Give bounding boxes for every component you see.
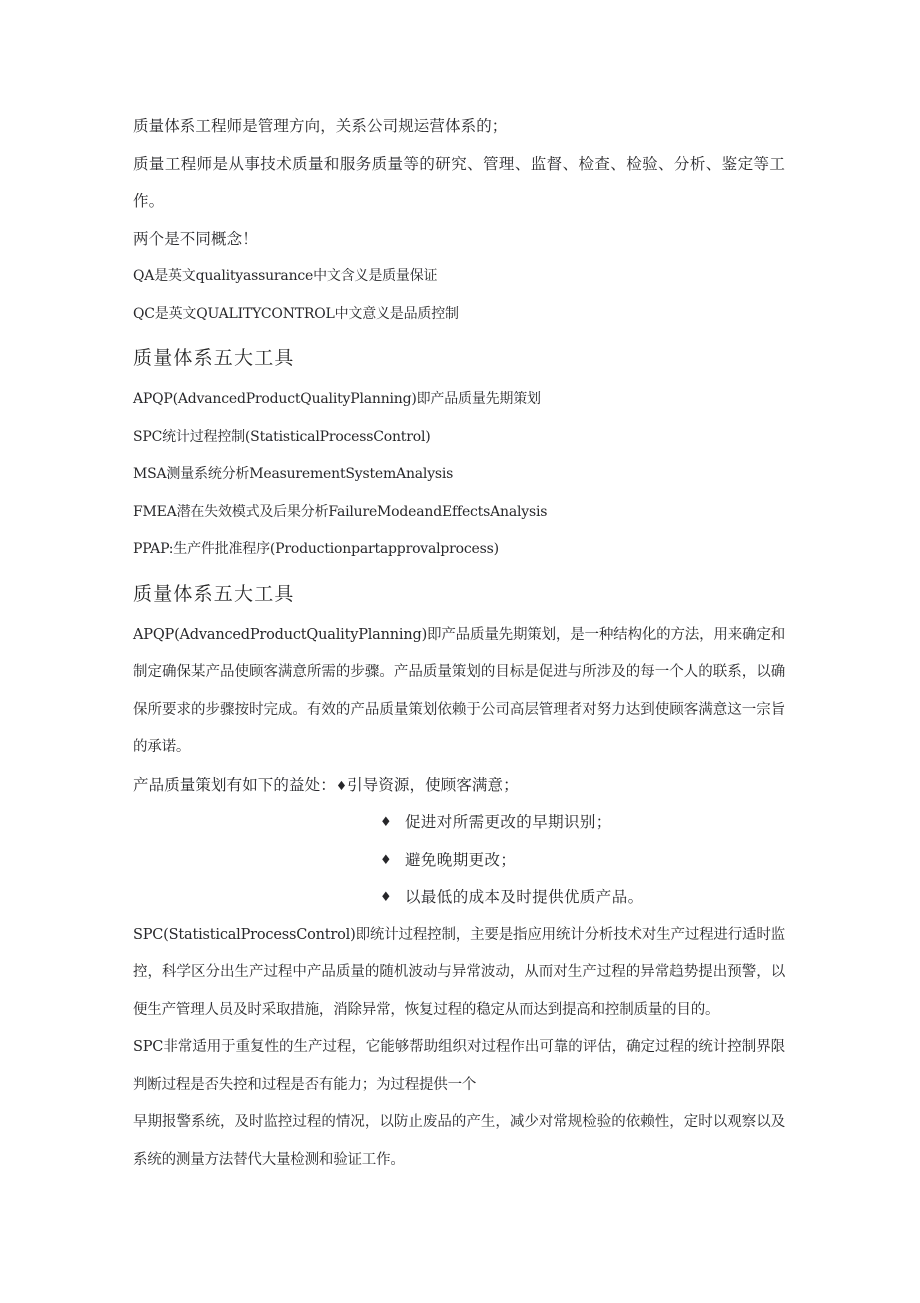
benefits-bullet-list <box>133 804 785 917</box>
intro-line-qa: QA是英文qualityassurance中文含义是质量保证 <box>133 268 438 284</box>
tool-item-spc: SPC统计过程控制(StatisticalProcessControl) <box>133 428 431 445</box>
list-item <box>133 879 785 917</box>
list-item-label: 促进对所需更改的早期识别； <box>405 814 612 831</box>
diamond-bullet-icon: ♦ <box>380 890 392 905</box>
intro-line-3: 两个是不同概念！ <box>133 230 258 248</box>
diamond-bullet-icon: ♦ <box>380 852 392 868</box>
intro-line-2: 质量工程师是从事技术质量和服务质量等的研究、管理、监督、检查、检验、分析、鉴定等工作。 <box>133 155 785 210</box>
intro-line-qc: QC是英文QUALITYCONTROL中文意义是品质控制 <box>133 305 459 322</box>
tool-item-msa: MSA测量系统分析MeasurementSystemAnalysis <box>133 466 454 482</box>
list-item-label: 以最低的成本及时提供优质产品。 <box>405 889 644 906</box>
spc-paragraph-3: 早期报警系统，及时监控过程的情况，以防止废品的产生，减少对常规检验的依赖性，定时以观察以及系统的测量方法替代大量检测和验证工作。 <box>133 1114 785 1168</box>
spc-paragraph-1: SPC(StatisticalProcessControl)即统计过程控制，主要是指应用统计分析技术对生产过程进行适时监控，科学区分出生产过程中产品质量的随机波动与异常波动，从而对生产过程的异常趋势提出预警，以便生产管理人员及时采取措施，消除异常，恢复过程的稳定从而达到提高和控制质量的目的。 <box>133 926 785 1018</box>
tool-item-ppap: PPAP:生产件批准程序(Productionpartapprovalprocess) <box>133 541 499 557</box>
benefits-lead-text: 产品质量策划有如下的益处： <box>133 776 336 794</box>
spc-paragraph-2: SPC非常适用于重复性的生产过程，它能够帮助组织对过程作出可靠的评估，确定过程的统计控制界限判断过程是否失控和过程是否有能力；为过程提供一个 <box>133 1039 785 1093</box>
section-heading-tools-detail: 质量体系五大工具 <box>133 583 295 605</box>
apqp-paragraph: APQP(AdvancedProductQualityPlanning)即产品质量先期策划，是一种结构化的方法，用来确定和制定确保某产品使顾客满意所需的步骤。产品质量策划的目标是促进与所涉及的每一个人的联系，以确保所要求的步骤按时完成。有效的产品质量策划依赖于公司高层管理者对努力达到使顾客满意这一宗旨的承诺。 <box>133 626 785 755</box>
spacer-before-tools-heading <box>133 333 785 340</box>
list-item-label: 避免晚期更改； <box>405 851 517 869</box>
benefits-first-text: 引导资源，使顾客满意； <box>347 776 519 794</box>
spacer-before-detail-heading <box>133 569 785 576</box>
benefits-lead-line <box>133 767 785 805</box>
diamond-bullet-icon: ♦ <box>335 777 348 793</box>
section-heading-tools: 质量体系五大工具 <box>133 348 295 369</box>
diamond-bullet-icon: ♦ <box>380 815 392 830</box>
tool-item-fmea: FMEA潜在失效模式及后果分析FailureModeandEffectsAnalysis <box>133 503 548 520</box>
intro-line-1: 质量体系工程师是管理方向，关系公司规运营体系的； <box>133 118 508 135</box>
list-item <box>133 804 785 842</box>
document-body <box>133 108 785 1179</box>
tool-item-apqp: APQP(AdvancedProductQualityPlanning)即产品质量先期策划 <box>133 391 541 407</box>
list-item <box>133 842 785 880</box>
